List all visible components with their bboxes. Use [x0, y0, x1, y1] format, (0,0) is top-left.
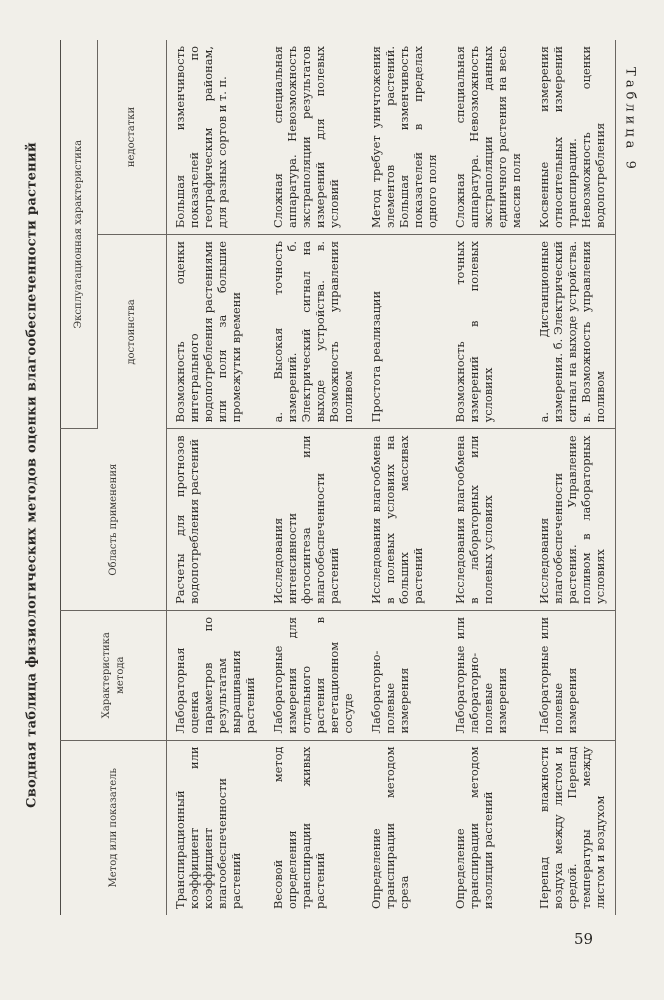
table-frame — [60, 40, 605, 915]
page-number: 59 — [574, 930, 594, 948]
cell-application: Исследования влагообмена в лабораторных или полевых условиях — [447, 429, 531, 610]
table-row — [265, 40, 363, 915]
header-operational: Эксплуатационная характеристика — [61, 40, 98, 429]
cell-advantages: Возможность точных измерений в полевых условиях — [447, 234, 531, 428]
cell-disadvantages: Метод требует уничтожения элементов растений. Большая изменчивость показателей в пределах одного поля — [363, 40, 447, 234]
page-title-text: Сводная таблица физиологических методов оценки влагообеспеченности растений — [24, 142, 40, 808]
cell-method: Транспирационный коэффициент или коэффициент влагообеспеченности растений — [173, 746, 243, 909]
cell-method: Определение транспирации методом среза — [369, 746, 411, 909]
summary-table — [60, 40, 616, 915]
table-number — [618, 40, 642, 200]
table-body — [167, 40, 616, 915]
cell-application: Исследования влагообмена в полевых условиях на больших массивах растений — [363, 429, 447, 610]
cell-application: Исследования влагообеспеченности растения. Управление поливом в лабораторных условиях — [531, 429, 616, 610]
table-row — [363, 40, 447, 915]
cell-characteristic: Лабораторно-полевые измерения — [363, 610, 447, 740]
cell-application: Исследования интенсивности фотосинтеза или влагообеспеченности растений — [265, 429, 363, 610]
cell-characteristic: Лабораторные или полевые измерения — [531, 610, 616, 740]
table-number-text: Таблица 9 — [622, 67, 638, 173]
cell-advantages: а. Дистанционные измерения. б. Электрический сигнал на выходе устройства. в. Возможность управления поливом — [531, 234, 616, 428]
rotated-table-container — [60, 40, 605, 915]
header-disadvantages: недостатки — [98, 40, 167, 234]
cell-disadvantages: Большая изменчивость показателей по географическим районам, для разных сортов и т. п. — [167, 40, 266, 234]
page-title — [22, 40, 42, 910]
cell-characteristic: Лабораторная оценка параметров по результатам выращивания растений — [167, 610, 266, 740]
header-application: Область применения — [61, 429, 167, 610]
header-advantages: достоинства — [98, 234, 167, 428]
cell-disadvantages: Сложная специальная аппаратура. Невозможность экстраполяции данных единичного растения на весь массив поля — [447, 40, 531, 234]
header-characteristic: Характеристика метода — [61, 610, 167, 740]
cell-method: Весовой метод определения транспирации живых растений — [271, 746, 327, 909]
table-row — [447, 40, 531, 915]
cell-application: Расчеты для прогнозов водопотребления растений — [167, 429, 266, 610]
table-header — [61, 40, 167, 915]
cell-method: Определение транспирации методом изоляции растений — [453, 746, 495, 909]
cell-method: Перепад влажности воздуха между листом и средой. Перепад температуры между листом и воздухом — [537, 746, 607, 909]
cell-advantages: а. Высокая точность измерений. б. Электрический сигнал на выходе устройства. в. Возможность управления поливом — [265, 234, 363, 428]
cell-advantages: Возможность оценки интегрального водопотребления растениями или поля за большие промежутки времени — [167, 234, 266, 428]
cell-disadvantages: Косвенные измерения относительных измерений транспирации. Невозможность оценки водопотребления — [531, 40, 616, 234]
table-row — [167, 40, 266, 915]
header-method: Метод или показатель — [107, 768, 119, 888]
cell-characteristic: Лабораторные или лабораторно-полевые измерения — [447, 610, 531, 740]
cell-disadvantages: Сложная специальная аппаратура. Невозможность экстраполяции результатов измерений для полевых условий — [265, 40, 363, 234]
table-row — [531, 40, 616, 915]
cell-advantages: Простота реализации — [363, 234, 447, 428]
cell-characteristic: Лабораторные измерения для отдельного растения в вегетационном сосуде — [265, 610, 363, 740]
